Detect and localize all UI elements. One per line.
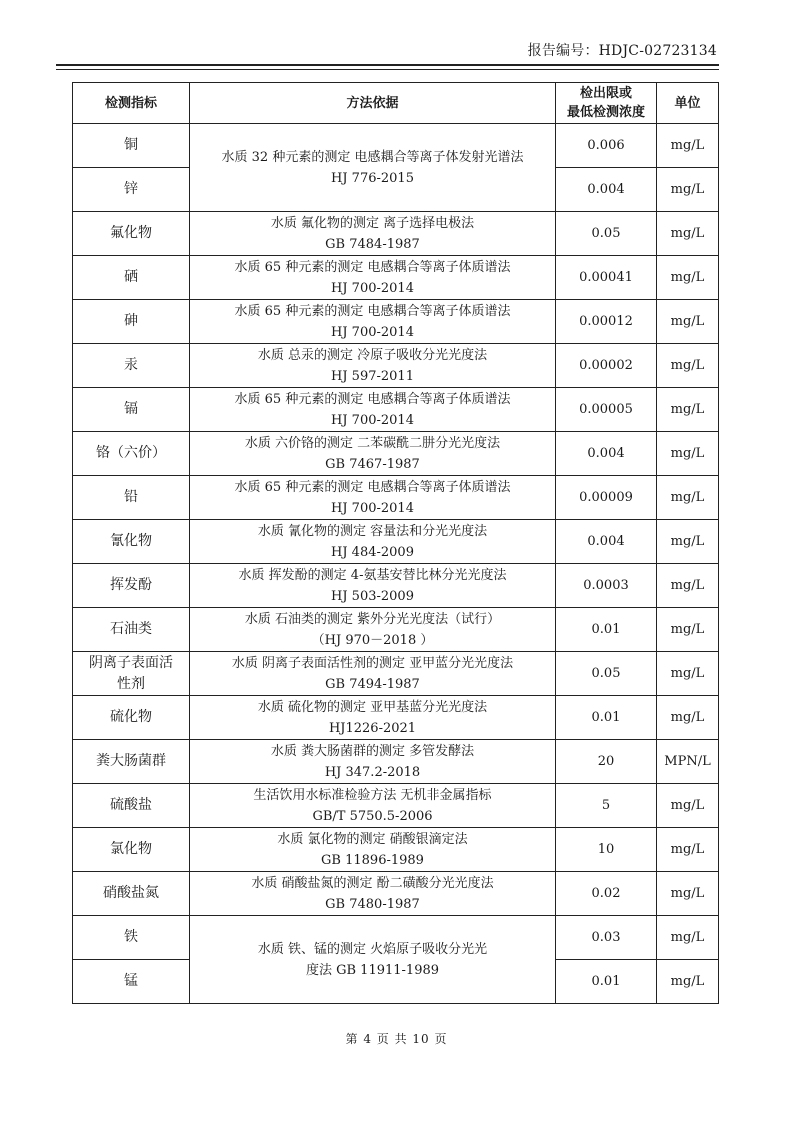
table-row (73, 212, 719, 256)
table-row (73, 520, 719, 564)
limit-cell: 0.03 (556, 916, 657, 960)
method-cell (190, 608, 556, 652)
table-row (73, 124, 719, 168)
test-methods-table (72, 82, 719, 1004)
method-line2: HJ 700-2014 (331, 280, 414, 296)
limit-cell: 0.01 (556, 696, 657, 740)
limit-cell: 0.02 (556, 872, 657, 916)
method-line2: （HJ 970－2018 ） (311, 632, 434, 648)
method-line2: GB 7467-1987 (325, 456, 420, 472)
table-row (73, 300, 719, 344)
unit-cell: mg/L (657, 784, 719, 828)
unit-cell: mg/L (657, 520, 719, 564)
unit-cell: mg/L (657, 124, 719, 168)
unit-cell: mg/L (657, 828, 719, 872)
method-cell (190, 872, 556, 916)
method-line2: HJ 503-2009 (331, 588, 414, 604)
unit-cell: mg/L (657, 960, 719, 1004)
indicator-cell: 氟化物 (73, 212, 190, 256)
method-line1: 水质 硫化物的测定 亚甲基蓝分光光度法 (257, 699, 488, 715)
table-row (73, 828, 719, 872)
table-row (73, 652, 719, 696)
indicator-cell: 硒 (73, 256, 190, 300)
table-row (73, 740, 719, 784)
report-number: 报告编号：HDJC-02723134 (527, 43, 717, 59)
method-line2: GB 7484-1987 (325, 236, 420, 252)
method-cell (190, 344, 556, 388)
limit-cell: 0.006 (556, 124, 657, 168)
method-cell (190, 256, 556, 300)
indicator-cell: 粪大肠菌群 (73, 740, 190, 784)
method-cell (190, 916, 556, 1004)
col-header-limit (556, 83, 657, 124)
method-line2: GB 7494-1987 (325, 676, 420, 692)
limit-cell: 20 (556, 740, 657, 784)
method-line1: 水质 氰化物的测定 容量法和分光光度法 (257, 523, 488, 539)
table-row (73, 696, 719, 740)
unit-cell: mg/L (657, 168, 719, 212)
method-line1: 水质 65 种元素的测定 电感耦合等离子体质谱法 (234, 259, 511, 275)
table-row (73, 872, 719, 916)
col-header-method: 方法依据 (190, 83, 556, 124)
indicator-cell: 汞 (73, 344, 190, 388)
method-line1: 水质 铁、锰的测定 火焰原子吸收分光光 (257, 941, 488, 957)
method-line1: 水质 硝酸盐氮的测定 酚二磺酸分光光度法 (251, 875, 494, 891)
method-line1: 水质 氯化物的测定 硝酸银滴定法 (277, 831, 468, 847)
col-header-unit: 单位 (657, 83, 719, 124)
limit-cell: 10 (556, 828, 657, 872)
limit-cell: 0.00002 (556, 344, 657, 388)
limit-cell: 0.00005 (556, 388, 657, 432)
unit-cell: mg/L (657, 608, 719, 652)
method-line2: GB 7480-1987 (325, 896, 420, 912)
method-cell (190, 432, 556, 476)
method-line1: 水质 粪大肠菌群的测定 多管发酵法 (270, 743, 475, 759)
unit-cell: mg/L (657, 696, 719, 740)
method-cell (190, 388, 556, 432)
limit-cell: 5 (556, 784, 657, 828)
method-line1: 水质 氟化物的测定 离子选择电极法 (270, 215, 475, 231)
limit-cell: 0.00012 (556, 300, 657, 344)
indicator-cell: 镉 (73, 388, 190, 432)
unit-cell: mg/L (657, 344, 719, 388)
col-header-indicator: 检测指标 (73, 83, 190, 124)
method-line1: 水质 32 种元素的测定 电感耦合等离子体发射光谱法 (221, 149, 524, 165)
unit-cell: mg/L (657, 476, 719, 520)
method-line2: HJ 484-2009 (331, 544, 414, 560)
method-line2: HJ 700-2014 (331, 412, 414, 428)
limit-cell: 0.004 (556, 168, 657, 212)
table-header-row (73, 83, 719, 124)
method-cell (190, 124, 556, 212)
method-line1: 水质 总汞的测定 冷原子吸收分光光度法 (257, 347, 488, 363)
method-line1: 生活饮用水标准检验方法 无机非金属指标 (253, 787, 492, 803)
limit-cell: 0.01 (556, 960, 657, 1004)
method-line2: HJ 347.2-2018 (324, 764, 421, 780)
indicator-line1: 阴离子表面活 (89, 654, 173, 671)
unit-cell: mg/L (657, 652, 719, 696)
table-row (73, 564, 719, 608)
method-cell (190, 520, 556, 564)
method-cell (190, 696, 556, 740)
method-cell (190, 652, 556, 696)
limit-cell: 0.00041 (556, 256, 657, 300)
method-line2: 度法 GB 11911-1989 (305, 962, 440, 978)
unit-cell: mg/L (657, 916, 719, 960)
table-row (73, 916, 719, 960)
method-cell (190, 300, 556, 344)
indicator-cell: 铬（六价） (73, 432, 190, 476)
indicator-cell: 石油类 (73, 608, 190, 652)
indicator-cell: 铅 (73, 476, 190, 520)
unit-cell: mg/L (657, 212, 719, 256)
limit-cell: 0.01 (556, 608, 657, 652)
table-row (73, 344, 719, 388)
method-line1: 水质 石油类的测定 紫外分光光度法（试行） (244, 611, 501, 627)
unit-cell: mg/L (657, 300, 719, 344)
indicator-cell (73, 652, 190, 696)
indicator-cell: 砷 (73, 300, 190, 344)
method-cell (190, 828, 556, 872)
method-line1: 水质 65 种元素的测定 电感耦合等离子体质谱法 (234, 303, 511, 319)
table-row (73, 784, 719, 828)
method-line2: HJ 700-2014 (331, 500, 414, 516)
limit-cell: 0.004 (556, 520, 657, 564)
unit-cell: mg/L (657, 564, 719, 608)
header-rule-thin (56, 69, 719, 70)
limit-cell: 0.05 (556, 652, 657, 696)
indicator-cell: 氰化物 (73, 520, 190, 564)
limit-cell: 0.0003 (556, 564, 657, 608)
limit-cell: 0.004 (556, 432, 657, 476)
indicator-line2: 性剂 (117, 675, 145, 692)
indicator-cell: 铁 (73, 916, 190, 960)
table-row (73, 388, 719, 432)
unit-cell: mg/L (657, 432, 719, 476)
method-cell (190, 212, 556, 256)
table-row (73, 476, 719, 520)
method-cell (190, 476, 556, 520)
indicator-cell: 锌 (73, 168, 190, 212)
unit-cell: mg/L (657, 388, 719, 432)
method-line2: HJ 700-2014 (331, 324, 414, 340)
method-line2: HJ 597-2011 (331, 368, 414, 384)
page-number: 第 4 页 共 10 页 (345, 1032, 448, 1046)
table-row (73, 432, 719, 476)
limit-cell: 0.00009 (556, 476, 657, 520)
method-cell (190, 740, 556, 784)
col-header-limit-line1: 检出限或 (579, 86, 632, 101)
method-line2: HJ 776-2015 (331, 170, 414, 186)
indicator-cell: 铜 (73, 124, 190, 168)
method-line2: HJ1226-2021 (328, 720, 417, 736)
indicator-cell: 锰 (73, 960, 190, 1004)
method-line1: 水质 65 种元素的测定 电感耦合等离子体质谱法 (234, 479, 511, 495)
limit-cell: 0.05 (556, 212, 657, 256)
indicator-cell: 硫酸盐 (73, 784, 190, 828)
method-line1: 水质 65 种元素的测定 电感耦合等离子体质谱法 (234, 391, 511, 407)
unit-cell: mg/L (657, 872, 719, 916)
unit-cell: mg/L (657, 256, 719, 300)
indicator-cell: 挥发酚 (73, 564, 190, 608)
header-rule-thick (56, 64, 719, 66)
method-line1: 水质 阴离子表面活性剂的测定 亚甲蓝分光光度法 (231, 655, 514, 671)
unit-cell: MPN/L (657, 740, 719, 784)
method-line1: 水质 六价铬的测定 二苯碳酰二肼分光光度法 (244, 435, 501, 451)
indicator-cell: 硫化物 (73, 696, 190, 740)
indicator-cell: 氯化物 (73, 828, 190, 872)
table-row (73, 256, 719, 300)
method-line1: 水质 挥发酚的测定 4-氨基安替比林分光光度法 (238, 567, 507, 583)
col-header-limit-line2: 最低检测浓度 (566, 105, 645, 120)
indicator-cell: 硝酸盐氮 (73, 872, 190, 916)
method-cell (190, 784, 556, 828)
method-cell (190, 564, 556, 608)
table-row (73, 608, 719, 652)
method-line2: GB 11896-1989 (321, 852, 424, 868)
method-line2: GB/T 5750.5-2006 (312, 808, 433, 824)
